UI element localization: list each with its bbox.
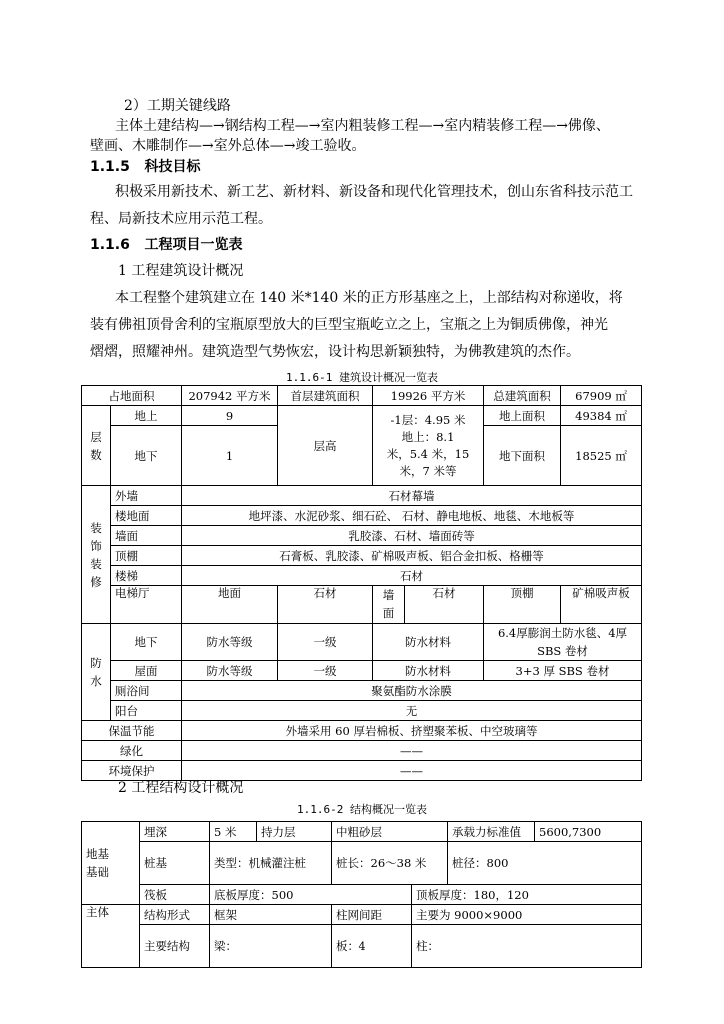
table-cell: 矿棉吸声板 bbox=[561, 586, 642, 624]
table-cell bbox=[484, 624, 642, 661]
decoration-label-char: 饰 bbox=[90, 538, 102, 553]
table-cell: 主体 bbox=[82, 905, 140, 968]
table-row bbox=[82, 624, 642, 661]
table-cell: 占地面积 bbox=[82, 386, 182, 406]
table-cell: 持力层 bbox=[257, 822, 332, 842]
s116-para-line3: 熠熠，照耀神州。建筑造型气势恢宏，设计构思新颖独特，为佛教建筑的杰作。 bbox=[90, 344, 580, 360]
table-cell: 顶板厚度：180，120 bbox=[412, 885, 642, 905]
intro-line2: 主体土建结构—→钢结构工程—→室内粗装修工程—→室内精装修工程—→佛像、 bbox=[115, 118, 610, 134]
table-cell: 类型：机械灌注桩 bbox=[210, 842, 332, 885]
table-cell: 3+3 厚 SBS 卷材 bbox=[484, 661, 642, 681]
building-design-table bbox=[81, 385, 642, 781]
table-row bbox=[82, 661, 642, 681]
table-cell: 无 bbox=[182, 701, 642, 721]
table-cell: 电梯厅 bbox=[111, 586, 182, 624]
section-title: 科技目标 bbox=[144, 159, 201, 175]
table-cell: 地上面积 bbox=[484, 406, 561, 426]
table-cell: 地面 bbox=[182, 586, 278, 624]
table-cell: 地下 bbox=[111, 624, 182, 661]
section-number: 1.1.6 bbox=[90, 237, 130, 253]
wall-label-char: 墙 bbox=[382, 588, 395, 602]
table-cell: 外墙 bbox=[111, 486, 182, 506]
table-row bbox=[82, 506, 642, 526]
table-cell: 保温节能 bbox=[82, 721, 182, 741]
table-cell: —— bbox=[182, 761, 642, 781]
table-cell: 防水材料 bbox=[373, 624, 484, 661]
table-cell: 防水等级 bbox=[182, 661, 278, 681]
table-cell: 楼梯 bbox=[111, 566, 182, 586]
table-cell: 主要为 9000×9000 bbox=[412, 905, 642, 925]
wall-label-char: 面 bbox=[382, 606, 395, 620]
waterproof-label-char: 水 bbox=[90, 674, 102, 688]
table-cell: —— bbox=[182, 741, 642, 761]
table-cell: 桩径：800 bbox=[448, 842, 642, 885]
table-cell bbox=[373, 586, 405, 624]
table-row bbox=[82, 885, 642, 905]
table-cell: 石材幕墙 bbox=[182, 486, 642, 506]
table-cell: 楼地面 bbox=[111, 506, 182, 526]
table-cell: 地下 bbox=[111, 426, 182, 486]
section-title: 工程项目一览表 bbox=[144, 237, 243, 253]
table-cell: 67909 ㎡ bbox=[561, 386, 642, 406]
table-cell: 防水等级 bbox=[182, 624, 278, 661]
section-heading-116 bbox=[90, 236, 243, 254]
table-cell: 顶棚 bbox=[484, 586, 561, 624]
table-cell: 主要结构 bbox=[140, 925, 210, 968]
table-cell: 石材 bbox=[278, 586, 373, 624]
table-cell: 一级 bbox=[278, 624, 373, 661]
s115-para-line2: 程、局新技术应用示范工程。 bbox=[90, 211, 272, 227]
table-cell: 5 米 bbox=[210, 822, 257, 842]
table-cell: 49384 ㎡ bbox=[561, 406, 642, 426]
page-number: 4 bbox=[358, 940, 366, 953]
table-row bbox=[82, 905, 642, 925]
table-cell: 绿化 bbox=[82, 741, 182, 761]
table-cell: 石材 bbox=[405, 586, 484, 624]
table-row bbox=[82, 822, 642, 842]
subheading-building: 1 工程建筑设计概况 bbox=[118, 263, 244, 279]
table-row bbox=[82, 486, 642, 506]
table-cell: 阳台 bbox=[111, 701, 182, 721]
waterproof-label-char: 防 bbox=[90, 656, 102, 670]
table-row bbox=[82, 761, 642, 781]
table-cell: 防水材料 bbox=[373, 661, 484, 681]
table1-caption: 1.1.6-1 建筑设计概况一览表 bbox=[286, 371, 438, 384]
table-cell: 聚氨酯防水涂膜 bbox=[182, 681, 642, 701]
decoration-label-char: 修 bbox=[90, 574, 102, 589]
intro-line3: 壁画、木雕制作—→室外总体—→竣工验收。 bbox=[90, 138, 366, 154]
floors-label bbox=[82, 406, 111, 486]
table-cell: 5600,7300 bbox=[535, 822, 642, 842]
foundation-label-line: 基础 bbox=[86, 865, 109, 879]
decoration-label-char: 装 bbox=[90, 556, 102, 571]
s115-para-line1: 积极采用新技术、新工艺、新材料、新设备和现代化管理技术，创山东省科技示范工 bbox=[115, 184, 633, 200]
table-cell: 207942 平方米 bbox=[182, 386, 278, 406]
table-cell: 中粗砂层 bbox=[332, 822, 448, 842]
table-cell: 首层建筑面积 bbox=[278, 386, 373, 406]
table-cell: 18525 ㎡ bbox=[561, 426, 642, 486]
table-cell: 筏板 bbox=[140, 885, 210, 905]
table-row bbox=[82, 681, 642, 701]
decoration-label-char: 装 bbox=[90, 520, 102, 535]
foundation-label-line: 地基 bbox=[86, 847, 109, 861]
table-cell: 桩基 bbox=[140, 842, 210, 885]
table-cell: 框架 bbox=[210, 905, 332, 925]
table-cell: 总建筑面积 bbox=[484, 386, 561, 406]
table-row bbox=[82, 566, 642, 586]
table-cell: 地上 bbox=[111, 406, 182, 426]
decoration-label bbox=[82, 486, 111, 624]
table-cell: 柱： bbox=[412, 925, 642, 968]
height-line: 米，5.4 米，15 bbox=[386, 446, 470, 461]
table-row bbox=[82, 546, 642, 566]
table-cell: 顶棚 bbox=[111, 546, 182, 566]
material-line: SBS 卷材 bbox=[537, 644, 588, 658]
section-heading-115 bbox=[90, 158, 201, 176]
table-cell: 柱网间距 bbox=[332, 905, 412, 925]
table-cell: 地下面积 bbox=[484, 426, 561, 486]
s116-para-line1: 本工程整个建筑建立在 140 米*140 米的正方形基座之上，上部结构对称递收，将 bbox=[115, 290, 623, 306]
table-cell: 屋面 bbox=[111, 661, 182, 681]
table-cell: 承载力标准值 bbox=[448, 822, 535, 842]
height-value bbox=[373, 406, 484, 486]
table-row bbox=[82, 386, 642, 406]
table-row bbox=[82, 526, 642, 546]
floors-label-char: 层 bbox=[90, 429, 102, 444]
subheading-structure: 2 工程结构设计概况 bbox=[118, 780, 244, 796]
table-row bbox=[82, 701, 642, 721]
table-cell: 环境保护 bbox=[82, 761, 182, 781]
table-cell: 一级 bbox=[278, 661, 373, 681]
table-row bbox=[82, 406, 642, 426]
table-row bbox=[82, 586, 642, 624]
table-cell: 9 bbox=[182, 406, 278, 426]
table-cell: 桩长：26～38 米 bbox=[332, 842, 448, 885]
table-row bbox=[82, 842, 642, 885]
table-cell: 石材 bbox=[182, 566, 642, 586]
table-cell: 19926 平方米 bbox=[373, 386, 484, 406]
height-line: 地上：8.1 bbox=[401, 429, 455, 444]
table-cell: 乳胶漆、石材、墙面砖等 bbox=[182, 526, 642, 546]
intro-line1: 2）工期关键线路 bbox=[124, 98, 231, 114]
section-number: 1.1.5 bbox=[90, 159, 130, 175]
table-cell: 梁： bbox=[210, 925, 332, 968]
table-cell: 埋深 bbox=[140, 822, 210, 842]
height-line: -1层：4.95 米 bbox=[390, 412, 466, 427]
s116-para-line2: 装有佛祖顶骨舍利的宝瓶原型放大的巨型宝瓶屹立之上，宝瓶之上为铜质佛像，神光 bbox=[90, 317, 608, 333]
table-cell: 厕浴间 bbox=[111, 681, 182, 701]
table-cell: 外墙采用 60 厚岩棉板、挤塑聚苯板、中空玻璃等 bbox=[182, 721, 642, 741]
foundation-label bbox=[82, 822, 140, 905]
material-line: 6.4厚膨润土防水毯、4厚 bbox=[497, 626, 628, 640]
table-cell: 底板厚度：500 bbox=[210, 885, 412, 905]
table-row bbox=[82, 721, 642, 741]
table-cell: 地坪漆、水泥砂浆、细石砼、 石材、静电地板、地毯、木地板等 bbox=[182, 506, 642, 526]
table-cell: 石膏板、乳胶漆、矿棉吸声板、铝合金扣板、格栅等 bbox=[182, 546, 642, 566]
table-cell: 板： bbox=[332, 925, 412, 968]
table-cell: 1 bbox=[182, 426, 278, 486]
waterproof-label bbox=[82, 624, 111, 721]
table-row bbox=[82, 741, 642, 761]
height-line: 米，7 米等 bbox=[399, 463, 457, 478]
table-cell: 墙面 bbox=[111, 526, 182, 546]
table-cell: 结构形式 bbox=[140, 905, 210, 925]
floors-label-char: 数 bbox=[90, 447, 102, 462]
table-cell: 层高 bbox=[278, 406, 373, 486]
table2-caption: 1.1.6-2 结构概况一览表 bbox=[297, 803, 427, 816]
